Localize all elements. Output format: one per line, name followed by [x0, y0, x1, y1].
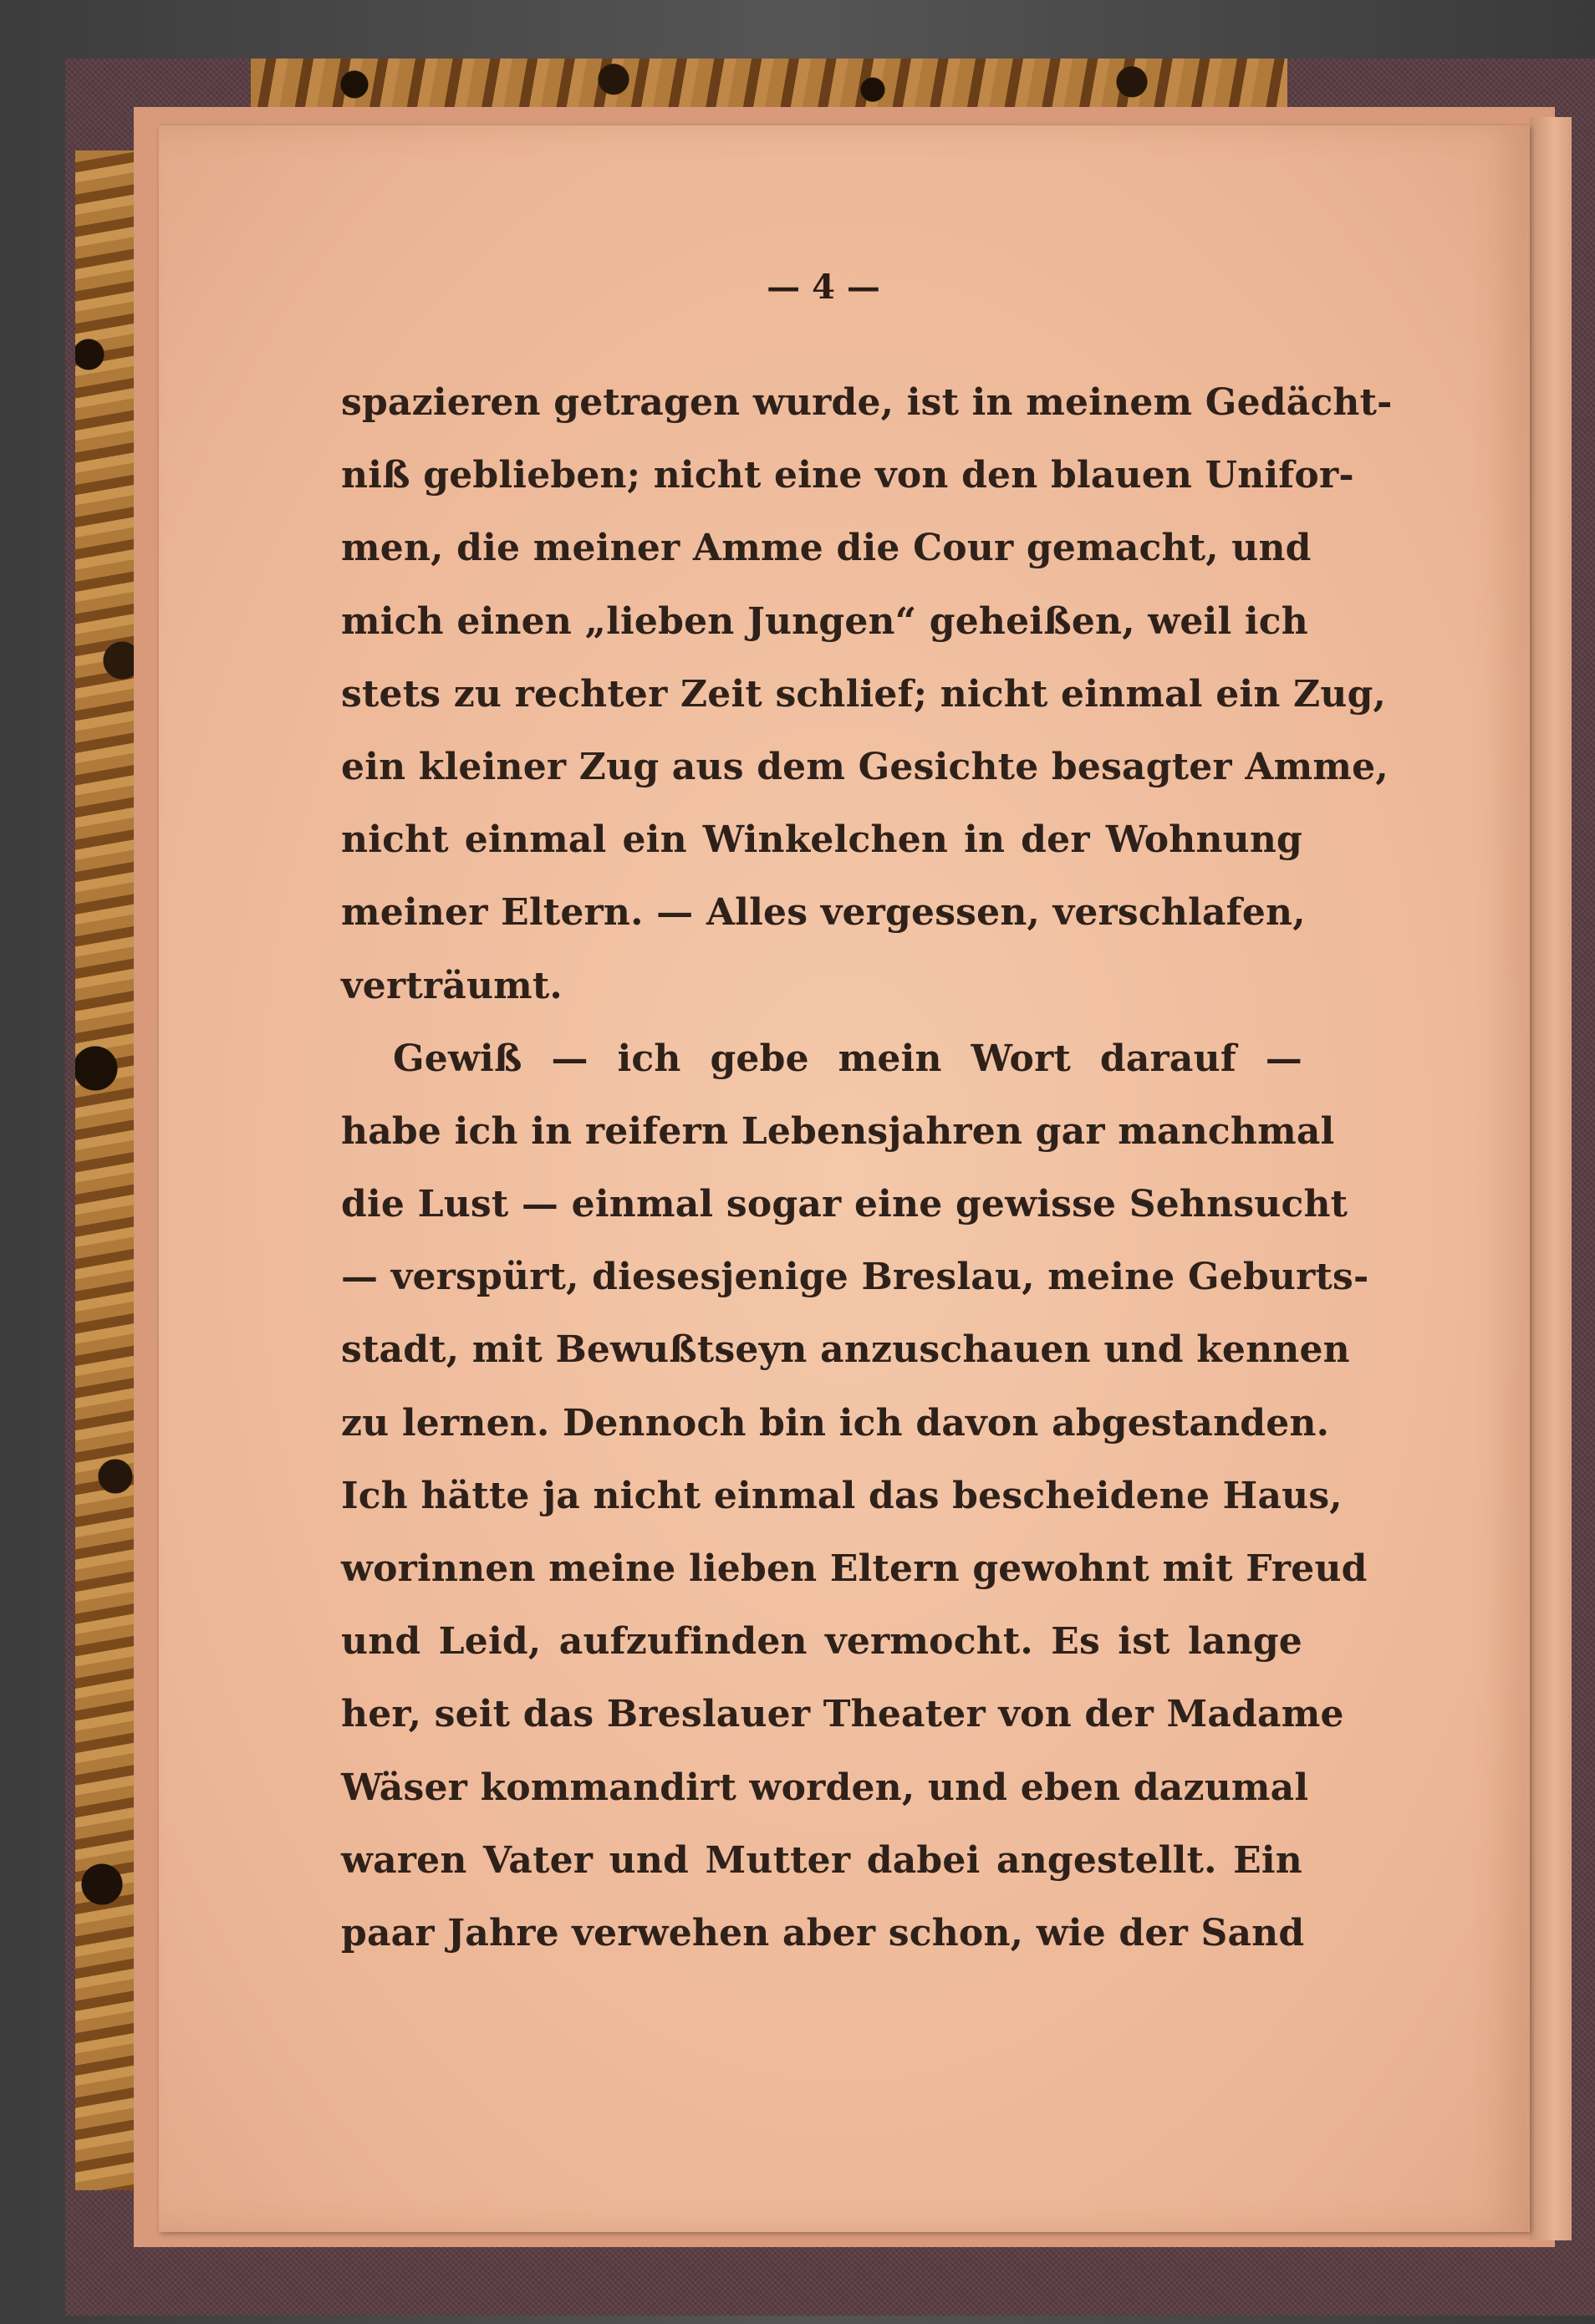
text-line: worinnen meine lieben Eltern gewohnt mit Freud	[341, 1547, 1368, 1590]
text-line: — verspürt, diesesjenige Breslau, meine Geburts-	[341, 1256, 1369, 1299]
marbled-cover-edge	[75, 150, 142, 2190]
text-line: spazieren getragen wurde, ist in meinem Gedächt-	[341, 381, 1393, 424]
body-text	[341, 366, 1393, 1970]
text-line: waren Vater und Mutter dabei angestellt. Ein	[341, 1838, 1302, 1882]
text-line: verträumt.	[341, 964, 563, 1007]
text-line: stets zu rechter Zeit schlief; nicht einmal ein Zug,	[341, 672, 1387, 716]
book-gutter	[1530, 117, 1572, 2240]
page-number: — 4 —	[767, 268, 880, 307]
marbled-cover-top	[251, 59, 1287, 110]
text-line: zu lernen. Dennoch bin ich davon abgestanden.	[341, 1401, 1330, 1445]
text-line: meiner Eltern. — Alles vergessen, verschlafen,	[341, 891, 1306, 935]
text-line: nicht einmal ein Winkelchen in der Wohnung	[341, 818, 1302, 862]
text-line: niß geblieben; nicht eine von den blauen Unifor-	[341, 454, 1354, 497]
text-line: men, die meiner Amme die Cour gemacht, und	[341, 527, 1312, 570]
text-line: her, seit das Breslauer Theater von der Madame	[341, 1693, 1344, 1736]
text-line: mich einen „lieben Jungen“ geheißen, weil ich	[341, 599, 1308, 643]
text-line: die Lust — einmal sogar eine gewisse Sehnsucht	[341, 1183, 1348, 1226]
text-line: und Leid, aufzufinden vermocht. Es ist lange	[341, 1620, 1302, 1664]
text-line: habe ich in reifern Lebensjahren gar manchmal	[341, 1109, 1335, 1153]
text-line: Gewiß — ich gebe mein Wort darauf —	[393, 1037, 1302, 1080]
text-line: Wäser kommandirt worden, und eben dazumal	[341, 1766, 1309, 1809]
text-line: ein kleiner Zug aus dem Gesichte besagter Amme,	[341, 745, 1389, 788]
text-line: stadt, mit Bewußtseyn anzuschauen und kennen	[341, 1328, 1350, 1372]
text-line: paar Jahre verwehen aber schon, wie der Sand	[341, 1911, 1305, 1955]
text-line: Ich hätte ja nicht einmal das bescheidene Haus,	[341, 1474, 1343, 1517]
